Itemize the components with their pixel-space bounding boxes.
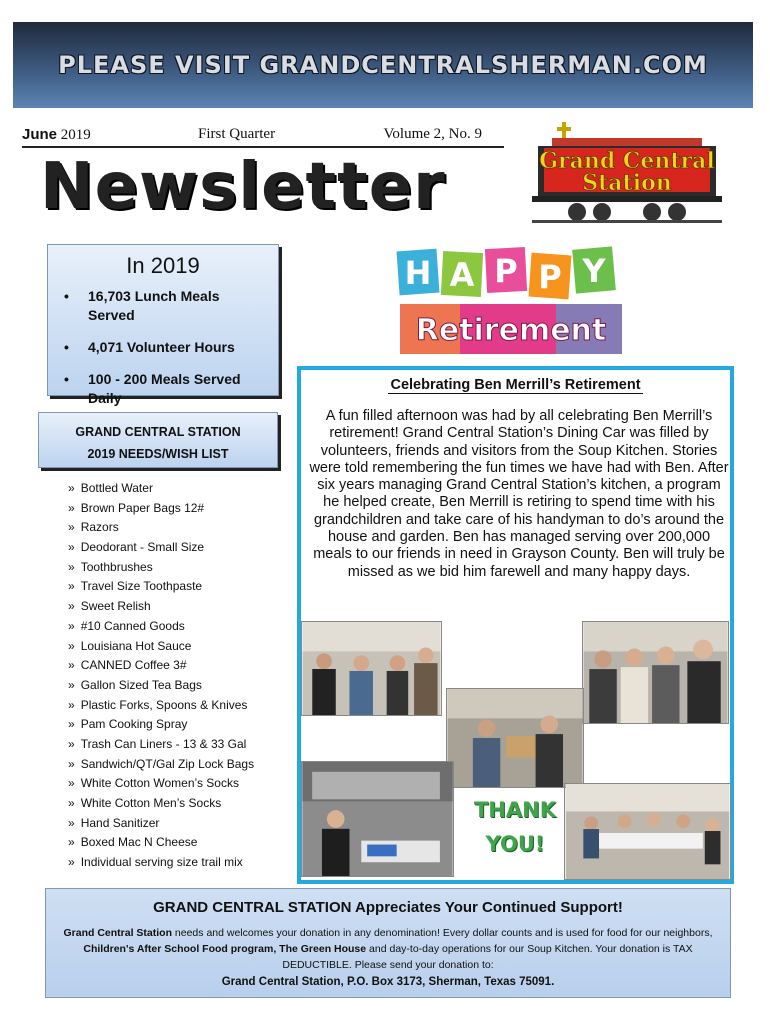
list-item: » Sandwich/QT/Gal Zip Lock Bags: [68, 756, 255, 771]
website-banner: [13, 22, 753, 108]
retirement-word: Retirement: [415, 313, 607, 348]
article-heading: Celebrating Ben Merrill’s Retirement: [390, 377, 641, 393]
happy-letter: P: [538, 258, 562, 296]
wishlist-title-line2: 2019 NEEDS/WISH LIST: [87, 447, 229, 461]
banner-text: PLEASE VISIT GRANDCENTRALSHERMAN.COM: [58, 51, 708, 79]
list-item: » White Cotton Women’s Socks: [68, 776, 239, 791]
list-item: » Hand Sanitizer: [68, 815, 160, 830]
list-item: » Deodorant - Small Size: [68, 540, 205, 555]
happy-retirement-graphic: [396, 244, 626, 364]
photo-kitchen: [301, 761, 454, 877]
issue-date: June 2019: [22, 126, 91, 143]
newsletter-title: Newsletter: [40, 150, 446, 224]
stats-heading: In 2019: [126, 253, 200, 278]
happy-letter: Y: [582, 252, 606, 290]
list-item: » Plastic Forks, Spoons & Knives: [68, 697, 248, 712]
list-item: » Travel Size Toothpaste: [68, 579, 203, 594]
list-item: » Gallon Sized Tea Bags: [68, 677, 202, 692]
list-item: » Pam Cooking Spray: [68, 717, 188, 732]
thank-you-line2: YOU!: [485, 832, 545, 856]
stat-item: • 4,071 Volunteer Hours: [58, 338, 268, 357]
list-item: » Bottled Water: [68, 481, 153, 495]
list-item: » Sweet Relish: [68, 599, 151, 614]
list-item: » #10 Canned Goods: [68, 618, 185, 633]
issue-volume: Volume 2, No. 9: [383, 126, 482, 142]
happy-letter: A: [449, 256, 475, 294]
article-body: A fun filled afternoon was had by all celebrating Ben Merrill’s retirement! Grand Central Station’s Dining Car was filled by volunteers, friends and visitors from the Soup Kitchen. Stories were told remembering the fun times we have had with Ben. After six years managing Grand Central Station’s kitchen, a program he helped create, Ben Merrill is retiring to spend time with his grandchildren and take care of his handyman to do’s around the house and garden. Ben has managed serving over 200,000 meals to our friends in need in Grayson County. Ben will truly be missed as we bid him farewell and many happy days.: [309, 408, 729, 580]
wishlist-title-line1: GRAND CENTRAL STATION: [75, 425, 241, 439]
caboose-logo: [532, 118, 722, 228]
logo-text-line1: Grand Central: [539, 148, 715, 174]
list-item: » White Cotton Men’s Socks: [68, 796, 222, 810]
support-box: [45, 888, 731, 998]
thank-you-graphic: [455, 793, 575, 875]
list-item: » Toothbrushes: [68, 559, 153, 574]
photo-cake: [446, 688, 584, 788]
photo-group-women: [582, 621, 729, 724]
list-item: » Brown Paper Bags 12#: [68, 500, 205, 515]
stat-item: • 16,703 Lunch Meals Served: [58, 287, 268, 325]
issue-quarter: First Quarter: [198, 126, 276, 142]
photo-group-four: [301, 621, 442, 716]
stats-box: [47, 244, 279, 406]
stat-item: • 100 - 200 Meals Served Daily: [58, 370, 268, 408]
list-item: » Louisiana Hot Sauce: [68, 638, 192, 653]
list-item: » Individual serving size trail mix: [68, 855, 243, 870]
support-text: Grand Central Station needs and welcomes your donation in any denomination! Every dollar counts and is used for food for our neighbors, Children's After School Food program, The Green House and day-to-day operations for our Soup Kitchen. Your donation is TAX DEDUCTIBLE. Please send your donation to:: [63, 927, 713, 971]
issue-info-line: [22, 126, 504, 148]
logo-text-line2: Station: [582, 170, 672, 196]
list-item: » Trash Can Liners - 13 & 33 Gal: [68, 736, 247, 751]
wishlist-items: [68, 479, 254, 873]
mailing-address: Grand Central Station, P.O. Box 3173, Sherman, Texas 75091.: [221, 976, 555, 988]
happy-letter: P: [494, 252, 518, 290]
photo-dining-room: [564, 783, 731, 880]
wishlist-title-box: [38, 412, 278, 468]
list-item: » Boxed Mac N Cheese: [68, 835, 198, 850]
thank-you-line1: THANK: [473, 798, 556, 822]
stats-list: [58, 287, 268, 408]
support-heading: GRAND CENTRAL STATION Appreciates Your Continued Support!: [153, 899, 623, 916]
list-item: » CANNED Coffee 3#: [68, 658, 187, 673]
list-item: » Razors: [68, 520, 119, 535]
happy-letter: H: [404, 254, 432, 292]
